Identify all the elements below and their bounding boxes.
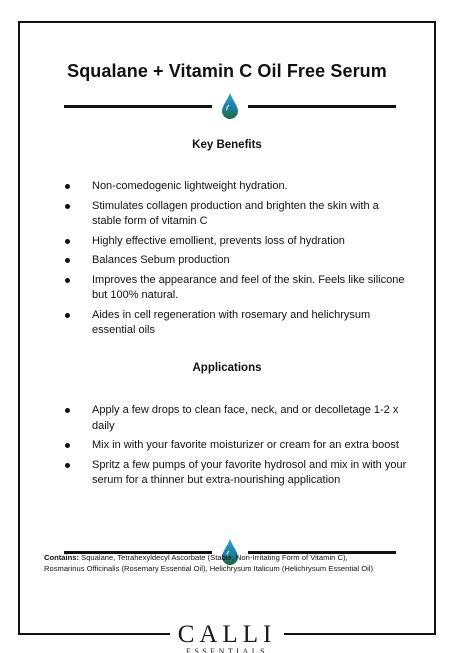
bullet-dot-icon bbox=[65, 313, 70, 318]
list-item bbox=[62, 179, 410, 195]
list-item bbox=[62, 273, 410, 304]
ingredients-label: Contains: bbox=[44, 553, 80, 562]
list-item-text: Aides in cell regeneration with rosemary and helichrysum essential oils bbox=[92, 308, 371, 336]
product-title: Squalane + Vitamin C Oil Free Serum bbox=[67, 61, 387, 81]
list-item-text: Non-comedogenic lightweight hydration. bbox=[92, 180, 288, 192]
list-item-text: Highly effective emollient, prevents loss of hydration bbox=[92, 234, 345, 247]
list-item bbox=[62, 253, 410, 269]
list-item-text: Apply a few drops to clean face, neck, and or decolletage 1-2 x daily bbox=[92, 404, 399, 432]
water-drop-icon bbox=[219, 92, 241, 120]
list-item-text: Spritz a few pumps of your favorite hydrosol and mix in with your serum for a thinner but extra-nourishing application bbox=[92, 458, 407, 486]
list-item bbox=[62, 403, 410, 434]
list-item bbox=[62, 199, 410, 230]
applications-list bbox=[62, 403, 410, 493]
list-item bbox=[62, 234, 410, 250]
divider-line-right bbox=[248, 105, 396, 108]
bullet-dot-icon bbox=[65, 408, 70, 413]
top-divider bbox=[64, 94, 396, 118]
bullet-dot-icon bbox=[65, 443, 70, 448]
ingredients-note bbox=[44, 552, 384, 574]
bullet-dot-icon bbox=[65, 258, 70, 263]
brand-tagline: ESSENTIALS bbox=[185, 647, 269, 653]
key-benefits-list bbox=[62, 179, 410, 343]
list-item-text: Stimulates collagen production and brighten the skin with a stable form of vitamin C bbox=[92, 199, 379, 227]
product-card bbox=[18, 21, 436, 635]
ingredients-text: Squalane, Tetrahexyldecyl Ascorbate (Stable, Non-Irritating Form of Vitamin C), Rosmarinus Officinalis (Rosemary Essential Oil), Helichrysum Italicum (Helichrysum Essential Oil) bbox=[44, 553, 374, 573]
bullet-dot-icon bbox=[65, 239, 70, 244]
list-item-text: Improves the appearance and feel of the skin. Feels like silicone but 100% natural. bbox=[92, 273, 405, 301]
divider-line-left bbox=[64, 105, 212, 108]
list-item-text: Balances Sebum production bbox=[92, 254, 230, 266]
list-item bbox=[62, 438, 410, 454]
list-item-text: Mix in with your favorite moisturizer or cream for an extra boost bbox=[92, 439, 399, 451]
brand-logo bbox=[0, 620, 454, 653]
key-benefits-heading: Key Benefits bbox=[192, 139, 262, 151]
bullet-dot-icon bbox=[65, 278, 70, 283]
bullet-dot-icon bbox=[65, 463, 70, 468]
brand-name: CALLI bbox=[170, 620, 285, 650]
applications-heading: Applications bbox=[192, 362, 262, 374]
bullet-dot-icon bbox=[65, 204, 70, 209]
bullet-dot-icon bbox=[65, 184, 70, 189]
list-item bbox=[62, 458, 410, 489]
list-item bbox=[62, 308, 410, 339]
